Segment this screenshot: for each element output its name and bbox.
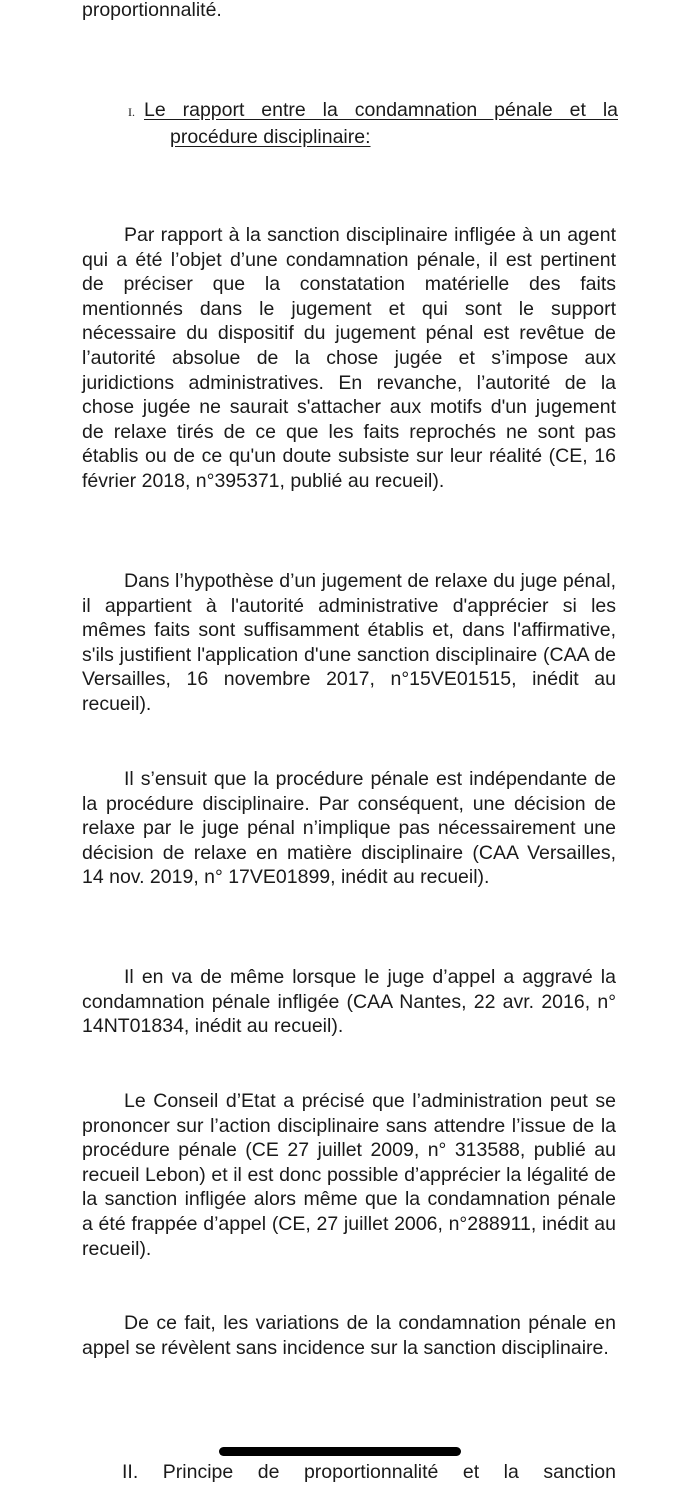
section-heading-line1 bbox=[128, 98, 618, 125]
section-heading bbox=[128, 98, 618, 150]
paragraph-5: Le Conseil d’Etat a précisé que l’administration peut se prononcer sur l’action disciplinaire sans attendre l’issue de la procédure pénale (CE 27 juillet 2009, n° 313588, publié au recueil Lebon) et il est donc possible d’apprécier la légalité de la sanction infligée alors même que la condamnation pénale a été frappée d’appel (CE, 27 juillet 2006, n°288911, inédit au recueil). bbox=[82, 1090, 616, 1260]
paragraph-4: Il en va de même lorsque le juge d’appel a aggravé la condamnation pénale infligée (CAA Nantes, 22 avr. 2016, n° 14NT01834, inédit au recueil). bbox=[82, 966, 616, 1038]
section-number: I. bbox=[128, 105, 135, 119]
next-section-heading-cut: II. Principe de proportionnalité et la sanction bbox=[122, 1461, 616, 1483]
paragraph-6: De ce fait, les variations de la condamnation pénale en appel se révèlent sans incidence sur la sanction disciplinaire. bbox=[82, 1312, 616, 1359]
paragraph-1: Par rapport à la sanction disciplinaire infligée à un agent qui a été l’objet d’une condamnation pénale, il est pertinent de préciser que la constatation matérielle des faits mentionnés dans le jugement et qui sont le support nécessaire du dispositif du jugement pénal est revêtue de l’autorité absolue de la chose jugée et s’impose aux juridictions administratives. En revanche, l’autorité de la chose jugée ne saurait s'attacher aux motifs d'un jugement de relaxe tirés de ce que les faits reprochés ne sont pas établis ou de ce qu'un doute subsiste sur leur réalité (CE, 16 février 2018, n°395371, publié au recueil). bbox=[82, 224, 616, 492]
section-title-part1: Le rapport entre la condamnation pénale et la bbox=[144, 99, 618, 121]
section-title-part2: procédure disciplinaire: bbox=[170, 126, 371, 148]
section-heading-line2 bbox=[128, 125, 618, 150]
top-text-fragment: proportionnalité. bbox=[82, 0, 222, 21]
paragraph-3: Il s’ensuit que la procédure pénale est indépendante de la procédure disciplinaire. Par conséquent, une décision de relaxe par le juge pénal n’implique pas nécessairement une décision de relaxe en matière disciplinaire (CAA Versailles, 14 nov. 2019, n° 17VE01899, inédit au recueil). bbox=[82, 768, 616, 889]
paragraph-2: Dans l’hypothèse d’un jugement de relaxe du juge pénal, il appartient à l'autorité administrative d'apprécier si les mêmes faits sont suffisamment établis et, dans l'affirmative, s'ils justifient l'application d'une sanction disciplinaire (CAA de Versailles, 16 novembre 2017, n°15VE01515, inédit au recueil). bbox=[82, 570, 616, 715]
home-indicator[interactable] bbox=[219, 1447, 461, 1456]
